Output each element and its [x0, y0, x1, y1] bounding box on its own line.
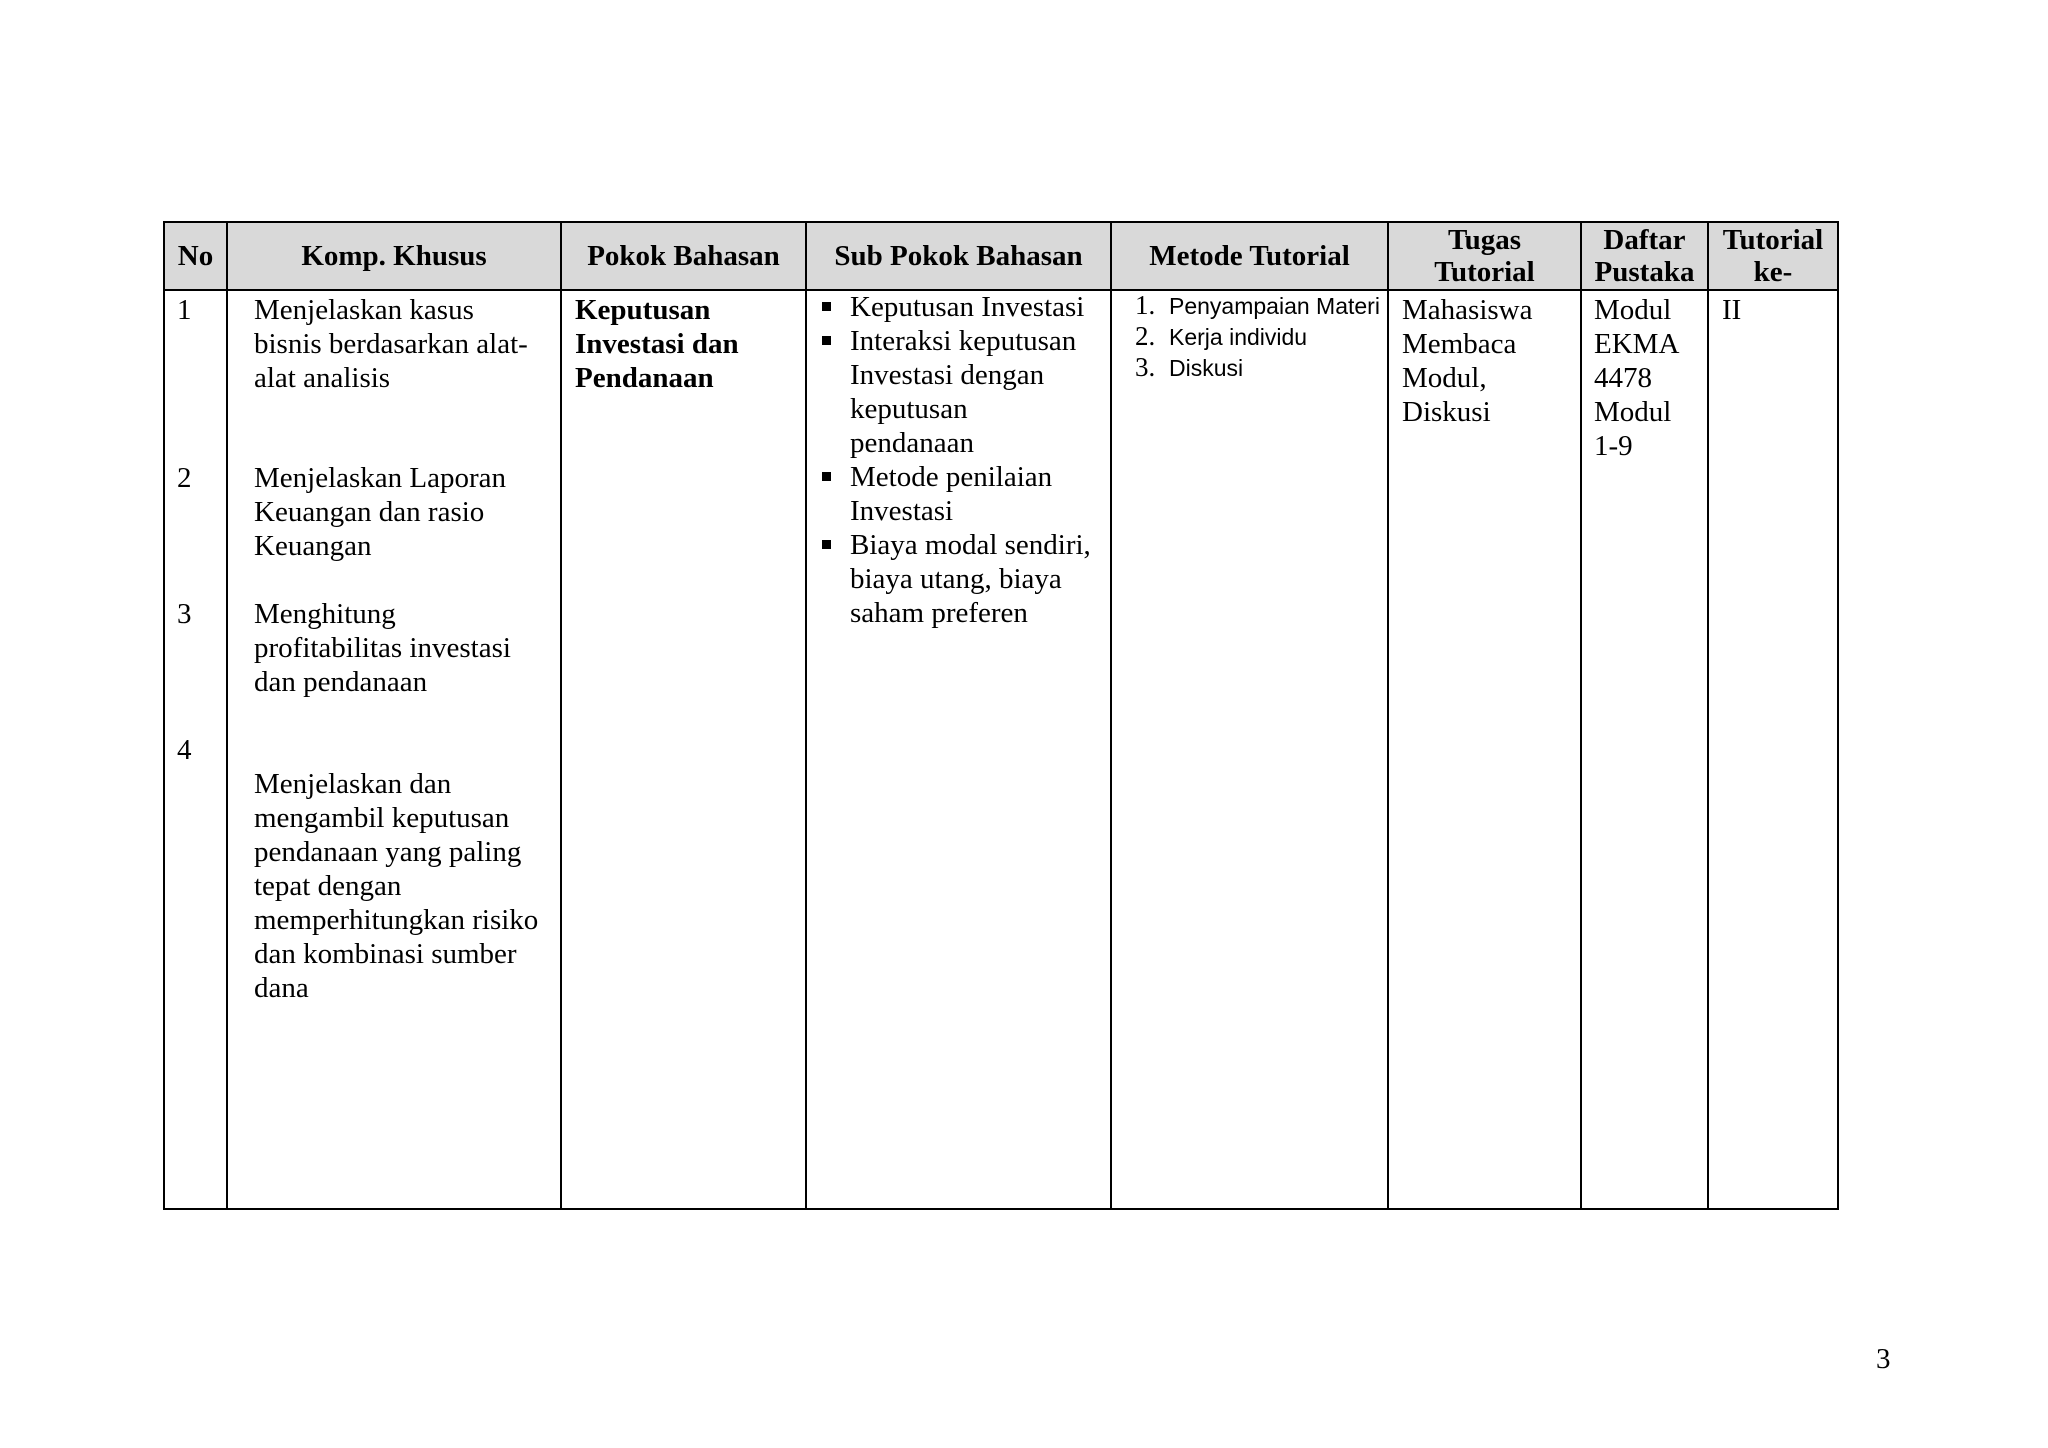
- text-line: Investasi dengan: [850, 359, 1045, 391]
- text-line: Menjelaskan Laporan: [254, 462, 507, 494]
- text-line: 4478: [1594, 362, 1652, 394]
- header-daftar-pustaka-line1: Daftar: [1603, 224, 1686, 256]
- text-line: 1-9: [1594, 430, 1633, 462]
- list-item: [1135, 321, 1380, 352]
- list-item: [816, 460, 1091, 528]
- list-item: [1135, 352, 1380, 383]
- table-left-border: [163, 221, 165, 1210]
- text-line: Investasi: [850, 495, 954, 527]
- text-line: Keputusan Investasi: [850, 291, 1085, 323]
- pokok-bahasan-text: [575, 293, 739, 395]
- header-tutorial-ke: [1709, 222, 1837, 290]
- header-tugas-tutorial: [1389, 222, 1580, 290]
- header-tutorial-ke-line2: ke-: [1753, 256, 1793, 288]
- list-item: [816, 528, 1091, 630]
- square-bullet-icon: [822, 336, 831, 345]
- list-item: [816, 324, 1091, 460]
- header-pokok-bahasan-label: Pokok Bahasan: [587, 240, 780, 272]
- text-line: Keuangan dan rasio: [254, 496, 485, 528]
- text-line: pendanaan: [850, 427, 974, 459]
- text-line: Modul: [1594, 396, 1672, 428]
- header-pokok-bahasan: [562, 222, 805, 290]
- header-sub-pokok-bahasan: [807, 222, 1110, 290]
- column-divider: [1707, 221, 1709, 1210]
- column-divider: [805, 221, 807, 1210]
- komp-khusus-1: [254, 293, 528, 395]
- column-divider: [1580, 221, 1582, 1210]
- column-divider: [226, 221, 228, 1210]
- text-line: Interaksi keputusan: [850, 325, 1077, 357]
- komp-khusus-3: [254, 597, 511, 699]
- text-line: Diskusi: [1402, 396, 1491, 428]
- text-line: dan kombinasi sumber: [254, 938, 517, 970]
- tutorial-ke-value: II: [1722, 294, 1742, 326]
- header-no: [165, 222, 226, 290]
- page-number: 3: [1876, 1343, 1891, 1375]
- header-sub-pokok-bahasan-label: Sub Pokok Bahasan: [834, 240, 1083, 272]
- komp-khusus-2: [254, 461, 506, 563]
- text-line: memperhitungkan risiko: [254, 904, 539, 936]
- header-tugas-tutorial-line1: Tugas: [1447, 224, 1522, 256]
- text-line: mengambil keputusan: [254, 802, 510, 834]
- text-line: Menjelaskan dan: [254, 768, 452, 800]
- header-daftar-pustaka-line2: Pustaka: [1594, 256, 1695, 288]
- list-number: 2.: [1135, 321, 1156, 351]
- text-line: Menjelaskan kasus: [254, 294, 474, 326]
- column-divider: [560, 221, 562, 1210]
- text-line: Modul,: [1402, 362, 1487, 394]
- list-number: 1.: [1135, 290, 1156, 320]
- text-line: dan pendanaan: [254, 666, 428, 698]
- table-bottom-border: [163, 1208, 1839, 1210]
- tugas-tutorial-text: [1402, 293, 1532, 429]
- header-no-label: No: [177, 240, 214, 272]
- text-line: Mahasiswa: [1402, 294, 1533, 326]
- text-line: Metode penilaian: [850, 461, 1053, 493]
- column-divider: [1387, 221, 1389, 1210]
- komp-khusus-4: [254, 767, 538, 1005]
- text-line: dana: [254, 972, 309, 1004]
- text-line: keputusan: [850, 393, 968, 425]
- text-line: biaya utang, biaya: [850, 563, 1062, 595]
- square-bullet-icon: [822, 472, 831, 481]
- text-line: tepat dengan: [254, 870, 402, 902]
- text-line: bisnis berdasarkan alat-: [254, 328, 528, 360]
- text-line: Modul: [1594, 294, 1672, 326]
- table-right-border: [1837, 221, 1839, 1210]
- text-line: Menghitung: [254, 598, 396, 630]
- text-line: Biaya modal sendiri,: [850, 529, 1091, 561]
- text-line: saham preferen: [850, 597, 1028, 629]
- header-komp-khusus: [228, 222, 560, 290]
- text-line: Pendanaan: [575, 362, 714, 394]
- list-item: [816, 290, 1091, 324]
- list-text: Penyampaian Materi: [1169, 293, 1380, 319]
- row-number-1: 1: [177, 294, 192, 326]
- square-bullet-icon: [822, 540, 831, 549]
- text-line: EKMA: [1594, 328, 1680, 360]
- row-number-4: 4: [177, 734, 192, 766]
- list-item: [1135, 290, 1380, 321]
- daftar-pustaka-text: [1594, 293, 1679, 463]
- text-line: Investasi dan: [575, 328, 739, 360]
- text-line: Membaca: [1402, 328, 1517, 360]
- list-number: 3.: [1135, 352, 1156, 382]
- text-line: Keputusan: [575, 294, 711, 326]
- text-line: Keuangan: [254, 530, 372, 562]
- sub-pokok-bahasan-list: [816, 290, 1091, 630]
- row-number-2: 2: [177, 462, 192, 494]
- list-text: Kerja individu: [1169, 324, 1308, 350]
- text-line: pendanaan yang paling: [254, 836, 522, 868]
- header-metode-tutorial: [1112, 222, 1387, 290]
- list-text: Diskusi: [1169, 355, 1244, 381]
- text-line: alat analisis: [254, 362, 391, 394]
- text-line: profitabilitas investasi: [254, 632, 511, 664]
- row-number-3: 3: [177, 598, 192, 630]
- metode-tutorial-list: [1135, 290, 1380, 383]
- header-metode-tutorial-label: Metode Tutorial: [1149, 240, 1350, 272]
- header-komp-khusus-label: Komp. Khusus: [301, 240, 487, 272]
- column-divider: [1110, 221, 1112, 1210]
- square-bullet-icon: [822, 302, 831, 311]
- header-tutorial-ke-line1: Tutorial: [1722, 224, 1824, 256]
- header-tugas-tutorial-line2: Tutorial: [1434, 256, 1535, 288]
- header-daftar-pustaka: [1582, 222, 1707, 290]
